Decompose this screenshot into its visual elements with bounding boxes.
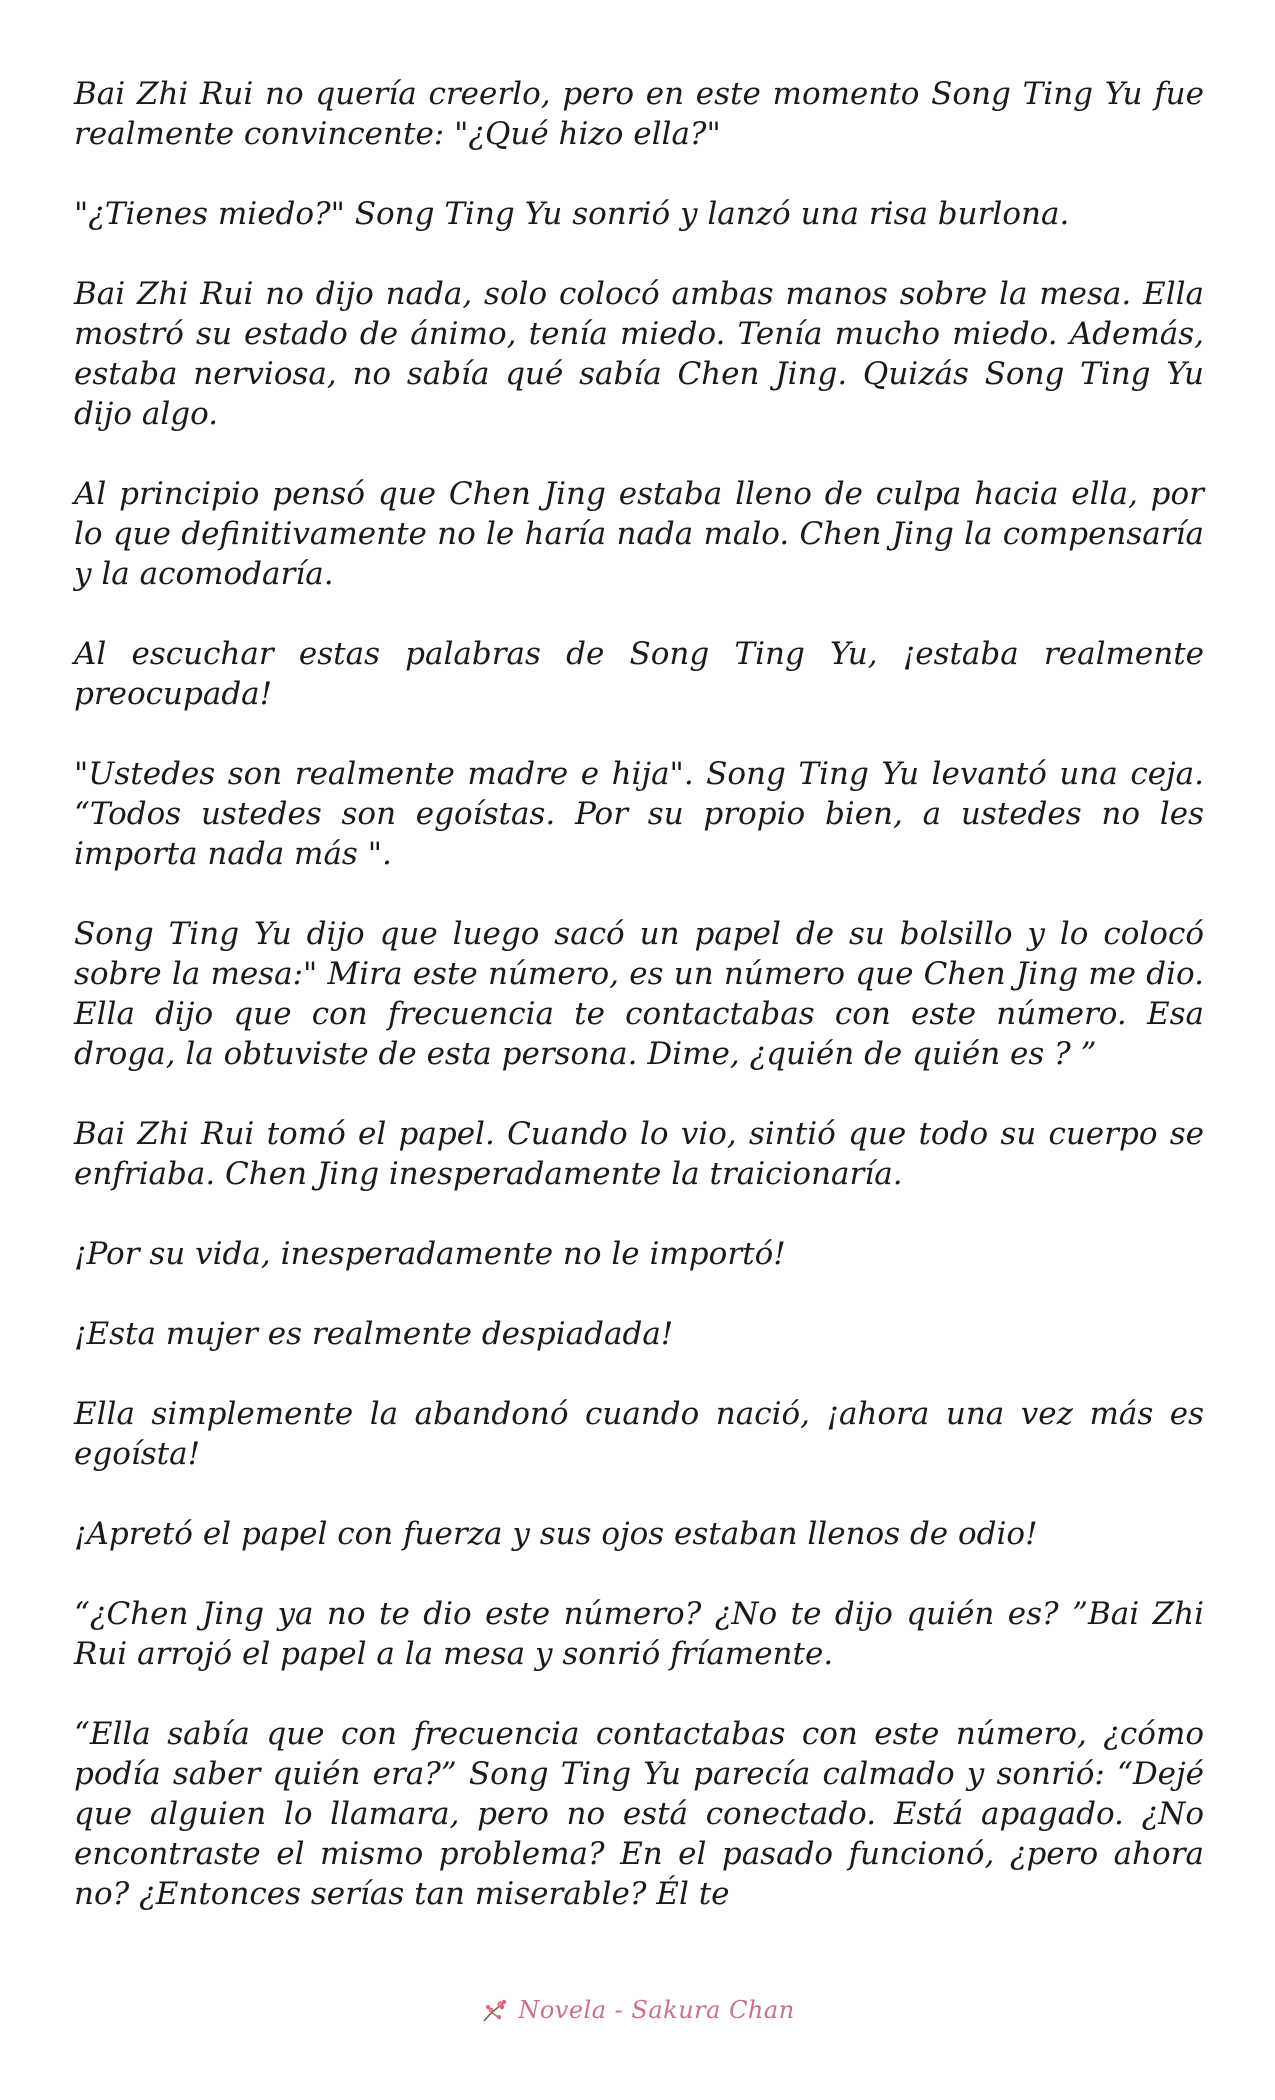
paragraph: Ella simplemente la abandonó cuando nació, ¡ahora una vez más es egoísta! <box>74 1396 1204 1472</box>
paragraph: Al principio pensó que Chen Jing estaba lleno de culpa hacia ella, por lo que definitivamente no le haría nada malo. Chen Jing la compensaría y la acomodaría. <box>74 476 1204 592</box>
paragraph: Bai Zhi Rui no quería creerlo, pero en este momento Song Ting Yu fue realmente convincente: "¿Qué hizo ella?" <box>74 76 1204 152</box>
paragraph: Song Ting Yu dijo que luego sacó un papel de su bolsillo y lo colocó sobre la mesa:" Mira este número, es un número que Chen Jing me dio. Ella dijo que con frecuencia te contactabas con este número. Esa droga, la obtuviste de esta persona. Dime, ¿quién de quién es ? ” <box>74 916 1204 1072</box>
paragraph: "Ustedes son realmente madre e hija". Song Ting Yu levantó una ceja. “Todos ustedes son egoístas. Por su propio bien, a ustedes no les importa nada más ". <box>74 756 1204 872</box>
paragraph: Al escuchar estas palabras de Song Ting Yu, ¡estaba realmente preocupada! <box>74 636 1204 712</box>
document-body <box>74 74 1204 1914</box>
paragraph: ¡Apretó el papel con fuerza y sus ojos estaban llenos de odio! <box>74 1516 1038 1552</box>
paragraph: Bai Zhi Rui tomó el papel. Cuando lo vio, sintió que todo su cuerpo se enfriaba. Chen Jing inesperadamente la traicionaría. <box>74 1116 1204 1192</box>
paragraph: ¡Esta mujer es realmente despiadada! <box>74 1316 674 1352</box>
paragraph: “¿Chen Jing ya no te dio este número? ¿No te dijo quién es? ”Bai Zhi Rui arrojó el papel a la mesa y sonrió fríamente. <box>74 1596 1204 1672</box>
paragraph: ¡Por su vida, inesperadamente no le importó! <box>74 1236 786 1272</box>
paragraph: "¿Tienes miedo?" Song Ting Yu sonrió y lanzó una risa burlona. <box>74 196 1070 232</box>
sakura-blossom-icon <box>480 1995 510 2025</box>
footer-credit: Novela - Sakura Chan <box>518 1996 795 2024</box>
footer-watermark <box>0 1990 1275 2030</box>
paragraph: Bai Zhi Rui no dijo nada, solo colocó ambas manos sobre la mesa. Ella mostró su estado de ánimo, tenía miedo. Tenía mucho miedo. Además, estaba nerviosa, no sabía qué sabía Chen Jing. Quizás Song Ting Yu dijo algo. <box>74 276 1204 432</box>
paragraph: “Ella sabía que con frecuencia contactabas con este número, ¿cómo podía saber quién era?” Song Ting Yu parecía calmado y sonrió: “Dejé que alguien lo llamara, pero no está conectado. Está apagado. ¿No encontraste el mismo problema? En el pasado funcionó, ¿pero ahora no? ¿Entonces serías tan miserable? Él te <box>74 1716 1204 1912</box>
